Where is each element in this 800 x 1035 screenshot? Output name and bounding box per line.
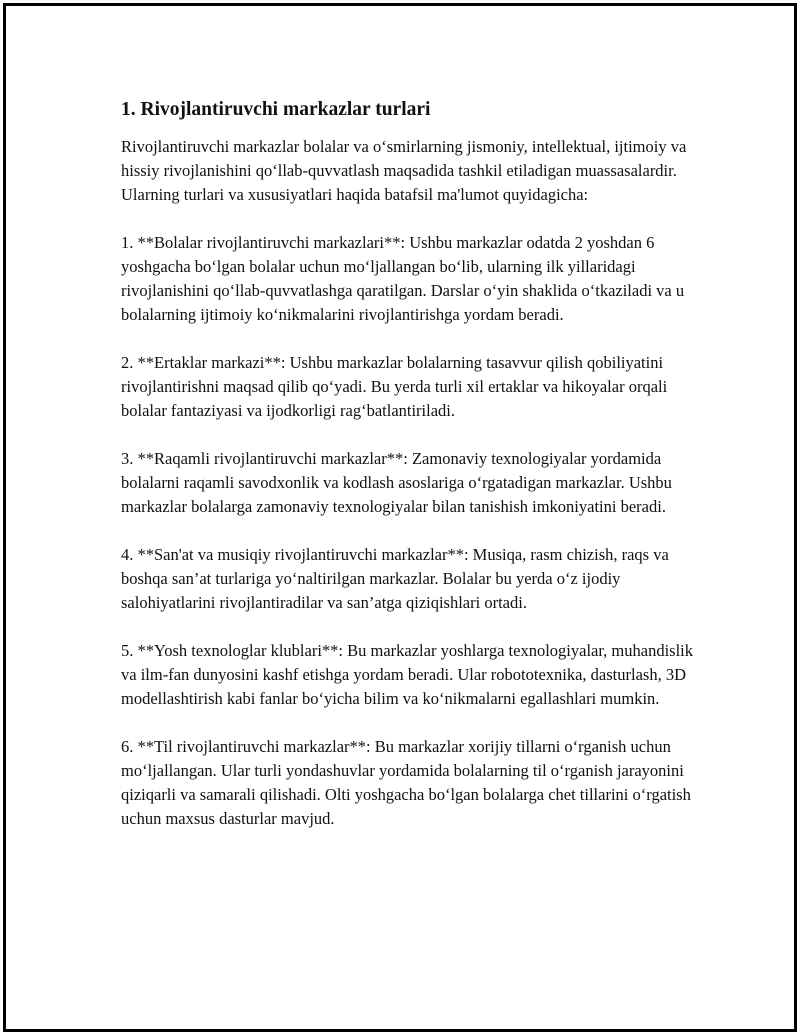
list-item-digital-centers: 3. **Raqamli rivojlantiruvchi markazlar**: Zamonaviy texnologiyalar yordamida bolalarni raqamli savodxonlik va kodlash asoslariga o‘rgatadigan markazlar. Ushbu markazlar bolalarga zamonaviy texnologiyalar bilan tanishish imkoniyatini beradi.	[121, 449, 672, 516]
list-item-young-technologists-clubs: 5. **Yosh texnologlar klublari**: Bu markazlar yoshlarga texnologiyalar, muhandislik va ilm-fan dunyosini kashf etishga yordam beradi. Ular robototexnika, dasturlash, 3D modellashtirish kabi fanlar bo‘yicha bilim va ko‘nikmalarni egallashlari mumkin.	[121, 641, 694, 708]
section-heading: 1. Rivojlantiruvchi markazlar turlari	[121, 99, 431, 120]
list-item-art-music-centers: 4. **San'at va musiqiy rivojlantiruvchi markazlar**: Musiqa, rasm chizish, raqs va boshqa san’at turlariga yo‘naltirilgan markazlar. Bolalar bu yerda o‘z ijodiy salohiyatlarini rivojlantiradilar va san’atga qiziqishlari ortadi.	[121, 545, 669, 612]
intro-paragraph: Rivojlantiruvchi markazlar bolalar va o‘smirlarning jismoniy, intellektual, ijtimoiy va hissiy rivojlanishini qo‘llab-quvvatlash maqsadida tashkil etiladigan muassasalardir. Ularning turlari va xususiyatlari haqida batafsil ma'lumot quyidagicha:	[121, 137, 687, 204]
document-body	[121, 95, 696, 855]
list-item-language-centers: 6. **Til rivojlantiruvchi markazlar**: Bu markazlar xorijiy tillarni o‘rganish uchun mo‘ljallangan. Ular turli yondashuvlar yordamida bolalarning til o‘rganish jarayonini qiziqarli va samarali qilishadi. Olti yoshgacha bo‘lgan bolalarga chet tillarini o‘rgatish uchun maxsus dasturlar mavjud.	[121, 737, 691, 828]
list-item-children-centers: 1. **Bolalar rivojlantiruvchi markazlari**: Ushbu markazlar odatda 2 yoshdan 6 yoshgacha bo‘lgan bolalar uchun mo‘ljallangan bo‘lib, ularning ilk yillaridagi rivojlanishini qo‘llab-quvvatlashga qaratilgan. Darslar o‘yin shaklida o‘tkaziladi va u bolalarning ijtimoiy ko‘nikmalarini rivojlantirishga yordam beradi.	[121, 233, 685, 324]
page-frame	[3, 3, 797, 1032]
list-item-fairy-tale-center: 2. **Ertaklar markazi**: Ushbu markazlar bolalarning tasavvur qilish qobiliyatini rivojlantirishni maqsad qilib qo‘yadi. Bu yerda turli xil ertaklar va hikoyalar orqali bolalar fantaziyasi va ijodkorligi rag‘batlantiriladi.	[121, 353, 668, 420]
